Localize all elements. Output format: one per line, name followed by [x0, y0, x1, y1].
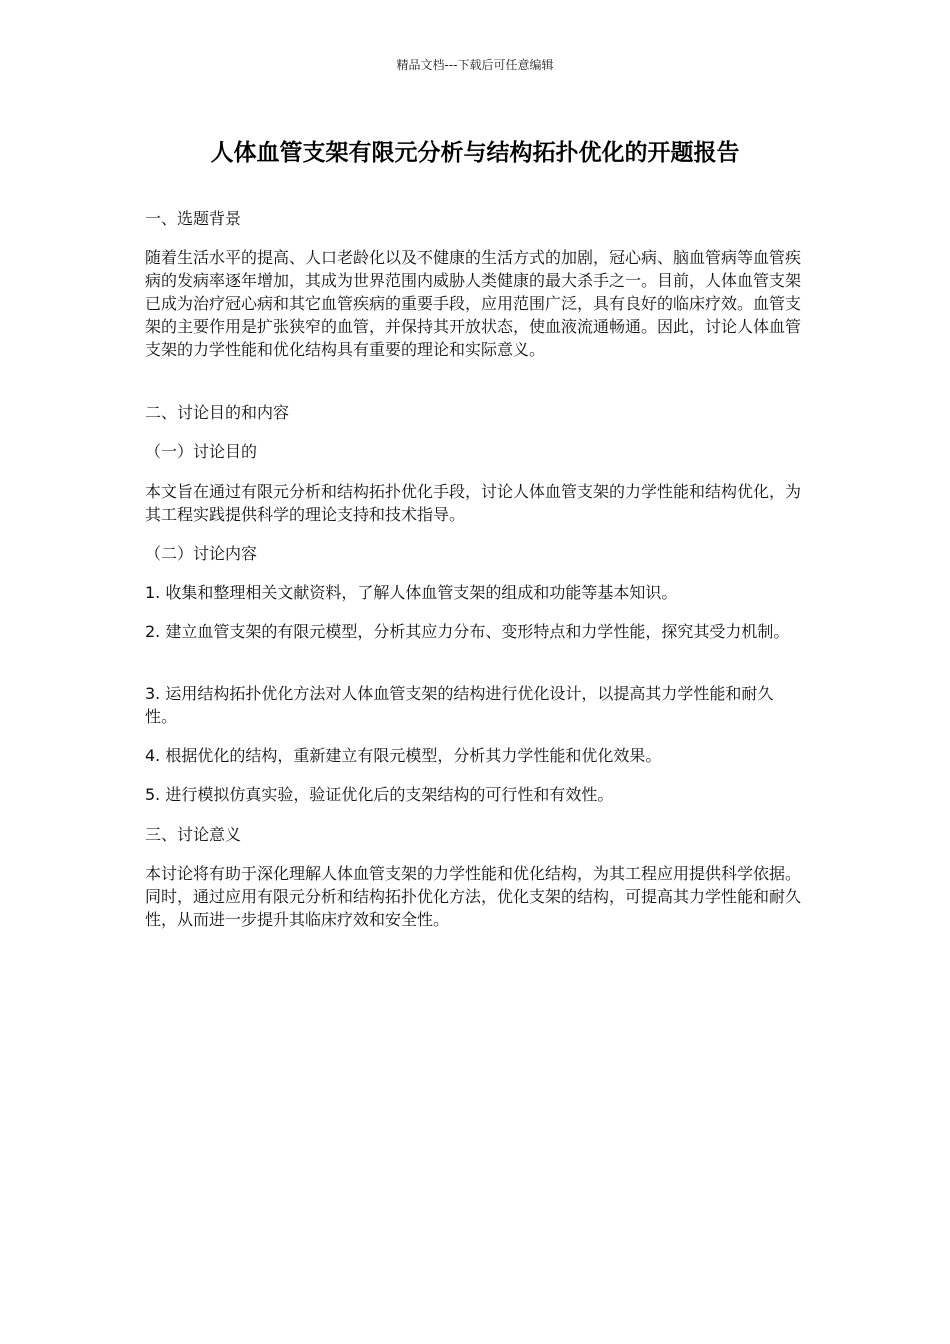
document-title: 人体血管支架有限元分析与结构拓扑优化的开题报告 [210, 140, 740, 166]
section-3-paragraph [145, 862, 805, 931]
list-item [145, 682, 805, 728]
section-2b-heading-text: （二）讨论内容 [145, 544, 258, 563]
list-item-4-text: 4. 根据优化的结构，重新建立有限元模型，分析其力学性能和优化效果。 [145, 746, 662, 765]
list-item [145, 581, 805, 604]
section-2b-heading [145, 542, 805, 565]
list-item-5-text: 5. 进行模拟仿真实验，验证优化后的支架结构的可行性和有效性。 [145, 785, 614, 804]
list-item [145, 744, 805, 767]
section-1-heading-text: 一、选题背景 [145, 209, 242, 228]
section-3-heading-text: 三、讨论意义 [145, 825, 242, 844]
header-note: 精品文档---下载后可任意编辑 [396, 58, 554, 72]
list-item-3-text: 3. 运用结构拓扑优化方法对人体血管支架的结构进行优化设计，以提高其力学性能和耐久性。 [145, 684, 774, 726]
section-2a-heading [145, 440, 805, 463]
section-2-heading-text: 二、讨论目的和内容 [145, 403, 290, 422]
list-item [145, 620, 805, 643]
section-1-paragraph-text: 随着生活水平的提高、人口老龄化以及不健康的生活方式的加剧，冠心病、脑血管病等血管疾病的发病率逐年增加，其成为世界范围内威胁人类健康的最大杀手之一。目前，人体血管支架已成为治疗冠心病和其它血管疾病的重要手段，应用范围广泛，具有良好的临床疗效。血管支架的主要作用是扩张狭窄的血管，并保持其开放状态，使血液流通畅通。因此，讨论人体血管支架的力学性能和优化结构具有重要的理论和实际意义。 [145, 248, 802, 359]
section-1-heading [145, 207, 805, 230]
list-item-1-text: 1. 收集和整理相关文献资料，了解人体血管支架的组成和功能等基本知识。 [145, 583, 678, 602]
section-2a-paragraph [145, 480, 805, 526]
section-2a-paragraph-text: 本文旨在通过有限元分析和结构拓扑优化手段，讨论人体血管支架的力学性能和结构优化，为其工程实践提供科学的理论支持和技术指导。 [145, 482, 802, 524]
list-item [145, 783, 805, 806]
section-3-paragraph-text: 本讨论将有助于深化理解人体血管支架的力学性能和优化结构，为其工程应用提供科学依据。同时，通过应用有限元分析和结构拓扑优化方法，优化支架的结构，可提高其力学性能和耐久性，从而进一步提升其临床疗效和安全性。 [145, 864, 802, 929]
list-item-2-text: 2. 建立血管支架的有限元模型，分析其应力分布、变形特点和力学性能，探究其受力机制。 [145, 622, 790, 641]
section-2-heading [145, 401, 805, 424]
section-1-paragraph [145, 246, 805, 361]
section-3-heading [145, 823, 805, 846]
section-2a-heading-text: （一）讨论目的 [145, 442, 258, 461]
